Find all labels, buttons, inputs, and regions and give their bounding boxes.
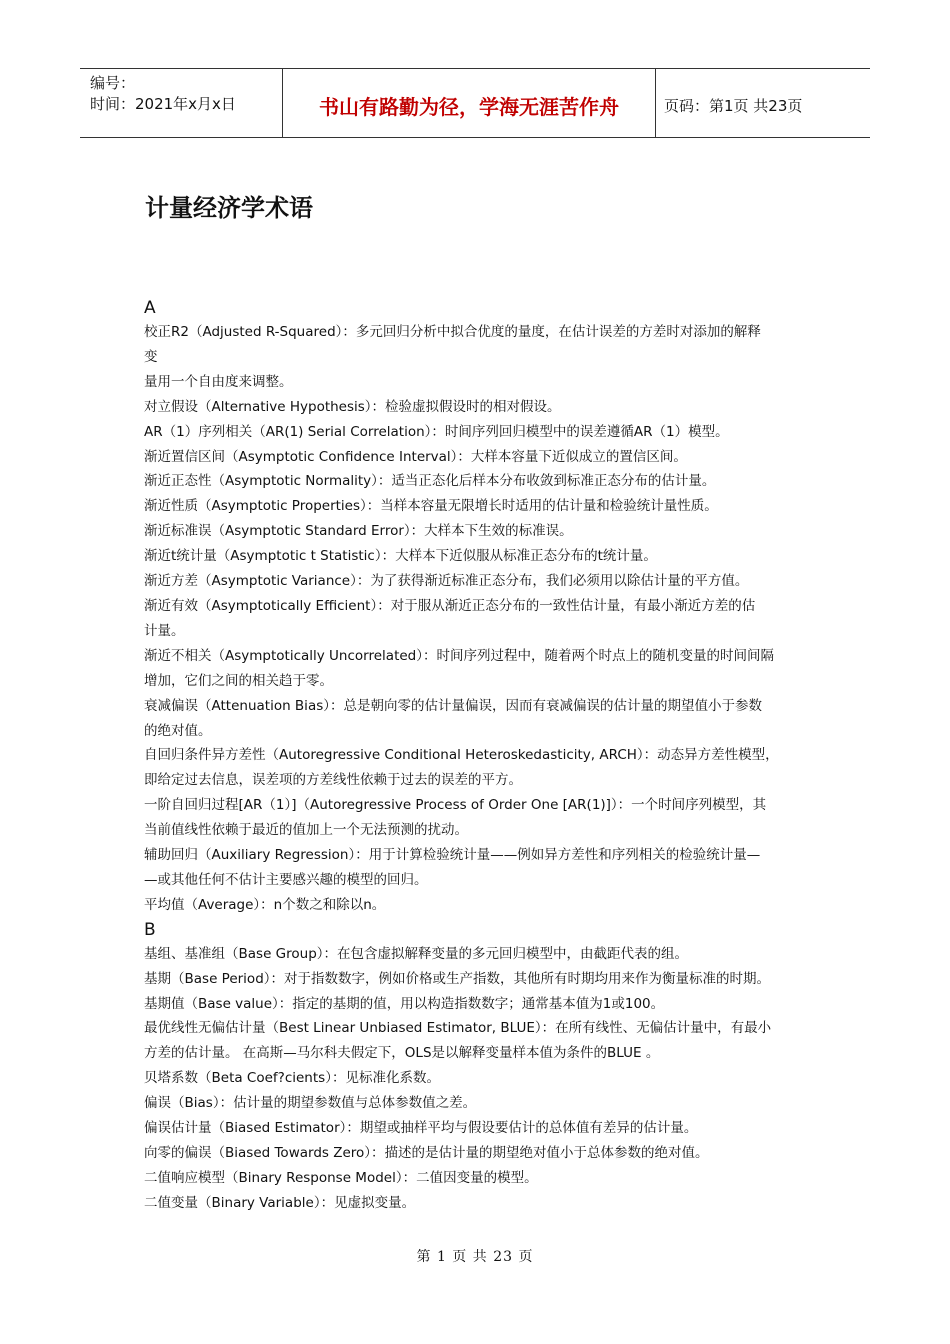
glossary-line: 贝塔系数（Beta Coef?cients）：见标准化系数。: [144, 1070, 440, 1087]
glossary-line: 自回归条件异方差性（Autoregressive Conditional Heteroskedasticity, ARCH）：动态异方差性模型，: [144, 747, 779, 764]
glossary-line: 偏误估计量（Biased Estimator）：期望或抽样平均与假设要估计的总体值有差异的估计量。: [144, 1120, 698, 1137]
glossary-line: 即给定过去信息，误差项的方差线性依赖于过去的误差的平方。: [144, 772, 522, 789]
glossary-line: 当前值线性依赖于最近的值加上一个无法预测的扰动。: [144, 822, 468, 839]
glossary-line: 衰减偏误（Attenuation Bias）：总是朝向零的估计量偏误，因而有衰减偏误的估计量的期望值小于参数: [144, 697, 762, 714]
glossary-line: 渐近t统计量（Asymptotic t Statistic）：大样本下近似服从标准正态分布的t统计量。: [144, 548, 657, 565]
section-letter-b: B: [144, 919, 156, 940]
glossary-content: [144, 296, 812, 1216]
glossary-line: 辅助回归（Auxiliary Regression）：用于计算检验统计量——例如异方差性和序列相关的检验统计量—: [144, 847, 761, 864]
glossary-line: 渐近有效（Asymptotically Efficient）：对于服从渐近正态分布的一致性估计量，有最小渐近方差的估: [144, 597, 756, 614]
glossary-line: 渐近不相关（Asymptotically Uncorrelated）：时间序列过程中，随着两个时点上的随机变量的时间间隔: [144, 647, 774, 664]
glossary-line: 量用一个自由度来调整。: [144, 373, 293, 390]
number-label: 编号：: [90, 74, 136, 92]
glossary-line: 基期（Base Period）：对于指数数字，例如价格或生产指数，其他所有时期均用来作为衡量标准的时期。: [144, 970, 771, 987]
document-title: 计量经济学术语: [145, 193, 313, 222]
glossary-line: 渐近置信区间（Asymptotic Confidence Interval）：大样本容量下近似成立的置信区间。: [144, 448, 687, 465]
glossary-line: 的绝对值。: [144, 722, 212, 739]
document-header: [80, 68, 870, 138]
glossary-line: 渐近性质（Asymptotic Properties）：当样本容量无限增长时适用的估计量和检验统计量性质。: [144, 498, 718, 515]
header-page-info: 页码：第1页 共23页: [664, 96, 803, 115]
glossary-line: 渐近标准误（Asymptotic Standard Error）：大样本下生效的标准误。: [144, 523, 573, 540]
glossary-line: 对立假设（Alternative Hypothesis）：检验虚拟假设时的相对假设。: [144, 398, 561, 415]
glossary-line: 计量。: [144, 622, 185, 639]
glossary-line: 最优线性无偏估计量（Best Linear Unbiased Estimator, BLUE）：在所有线性、无偏估计量中，有最小: [144, 1020, 772, 1037]
glossary-line: —或其他任何不估计主要感兴趣的模型的回归。: [144, 871, 428, 888]
glossary-line: 方差的估计量。 在高斯—马尔科夫假定下，OLS是以解释变量样本值为条件的BLUE 。: [144, 1045, 660, 1062]
page-footer: 第 1 页 共 23 页: [416, 1249, 534, 1265]
glossary-line: 变: [144, 348, 158, 365]
date-label: 时间：2021年x月x日: [90, 95, 236, 113]
header-motto: 书山有路勤为径，学海无涯苦作舟: [282, 69, 656, 137]
glossary-line: 校正R2（Adjusted R-Squared）：多元回归分析中拟合优度的量度，在估计误差的方差时对添加的解释: [144, 324, 761, 340]
glossary-line: 基组、基准组（Base Group）：在包含虚拟解释变量的多元回归模型中，由截距代表的组。: [144, 945, 689, 962]
glossary-line: 二值响应模型（Binary Response Model）：二值因变量的模型。: [144, 1169, 538, 1186]
header-meta: [80, 69, 282, 137]
glossary-line: 向零的偏误（Biased Towards Zero）：描述的是估计量的期望绝对值小于总体参数的绝对值。: [144, 1145, 709, 1161]
glossary-line: 偏误（Bias）：估计量的期望参数值与总体参数值之差。: [144, 1095, 477, 1112]
glossary-line: 增加，它们之间的相关趋于零。: [144, 672, 333, 689]
glossary-line: AR（1）序列相关（AR(1) Serial Correlation）：时间序列回归模型中的误差遵循AR（1）模型。: [144, 423, 729, 440]
glossary-line: 基期值（Base value）：指定的基期的值，用以构造指数数字；通常基本值为1或100。: [144, 995, 665, 1012]
glossary-line: 渐近方差（Asymptotic Variance）：为了获得渐近标准正态分布，我们必须用以除估计量的平方值。: [144, 573, 749, 590]
glossary-line: 渐近正态性（Asymptotic Normality）：适当正态化后样本分布收敛到标准正态分布的估计量。: [144, 473, 716, 490]
glossary-line: 平均值（Average）：n个数之和除以n。: [144, 896, 386, 913]
glossary-line: 一阶自回归过程[AR（1）]（Autoregressive Process of Order One [AR(1)]）：一个时间序列模型，其: [144, 797, 767, 814]
glossary-line: 二值变量（Binary Variable）：见虚拟变量。: [144, 1194, 416, 1211]
section-letter-a: A: [144, 298, 156, 318]
